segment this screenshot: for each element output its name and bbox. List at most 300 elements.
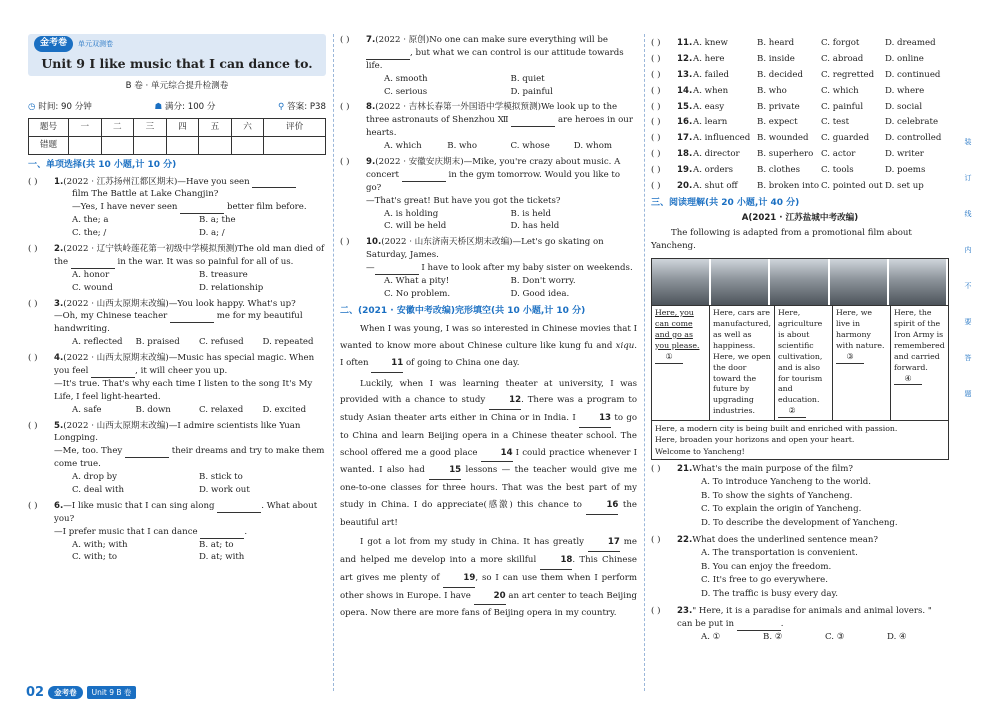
option[interactable]: D. celebrate xyxy=(885,117,939,128)
cloze-blank-20[interactable]: 20 xyxy=(474,588,506,606)
option[interactable]: B. Don't worry. xyxy=(510,276,576,287)
question-23: ( ) 23." Here, it is a paradise for animals and animal lovers. " can be put in . A. ① B. ② C. ③ D. ④ xyxy=(651,605,949,644)
option[interactable]: D. where xyxy=(885,85,925,96)
options xyxy=(340,140,637,153)
option[interactable]: D. To describe the development of Yancheng. xyxy=(701,518,898,529)
cloze-blank-13[interactable]: 13 xyxy=(579,410,611,428)
question-source: (2022 · 安徽安庆期末) xyxy=(375,157,464,168)
question-text: . What about you? xyxy=(54,500,318,524)
option[interactable]: D. ④ xyxy=(887,631,907,642)
wetland-photo xyxy=(830,259,889,305)
option[interactable]: C. refused xyxy=(199,337,244,348)
promo-caption-1: Here, you can come and go as you please. ① xyxy=(652,306,710,420)
options xyxy=(28,336,326,349)
option[interactable]: C. will be held xyxy=(384,221,447,232)
question-number: 20. xyxy=(677,181,693,192)
question-6: ( ) 6.—I like music that I can sing along . What about you? —I prefer music that I can dance . A. with; with B. at; to C. with; to D. at; with xyxy=(28,500,326,564)
option[interactable]: B. clothes xyxy=(757,165,800,176)
question-22 xyxy=(651,534,949,602)
score-table-cell: 一 xyxy=(69,119,102,137)
question-text: —Yes, I have never seen xyxy=(72,202,178,213)
option[interactable]: D. a; / xyxy=(199,228,225,239)
cloze-paragraph-1: When I was young, I was so interested in Chinese movies that I wanted to know more about Chinese culture like kung fu and xiqu. I often 11 of going to China one day. xyxy=(340,321,637,372)
cloze-blank-14[interactable]: 14 xyxy=(481,445,513,463)
option[interactable]: D. controlled xyxy=(885,133,942,144)
option[interactable]: A. influenced xyxy=(693,133,751,144)
option[interactable]: A. the; a xyxy=(72,215,109,226)
option[interactable]: D. social xyxy=(885,101,923,112)
option[interactable]: D. relationship xyxy=(199,282,264,293)
column-left xyxy=(28,34,326,564)
question-source: (2022 · 原创) xyxy=(375,35,430,45)
question-text: —Let's go skating on Saturday, James. xyxy=(366,237,604,261)
option[interactable]: C. regretted xyxy=(821,69,875,80)
cloze-option-row xyxy=(651,85,949,98)
option[interactable]: A. To introduce Yancheng to the world. xyxy=(701,476,871,487)
cap-icon: ☗ xyxy=(154,102,163,113)
question-text: film The Battle at Lake Changjin? xyxy=(72,189,219,200)
question-9 xyxy=(340,156,637,233)
options xyxy=(28,269,326,295)
cloze-blank-15[interactable]: 15 xyxy=(429,462,461,480)
blank-mark-2: ② xyxy=(778,406,806,418)
question-source: (2022 · 山西太原期末改编) xyxy=(63,353,169,364)
score-table-cell: 三 xyxy=(134,119,167,137)
question-source: (2022 · 吉林长春第一外国语中学模拟预测) xyxy=(375,102,541,113)
option[interactable]: C. with; to xyxy=(72,552,118,563)
question-text: —That's great! But have you got the tickets? xyxy=(366,195,561,206)
score-table-header-row xyxy=(29,119,326,137)
option[interactable]: B. wounded xyxy=(757,133,809,144)
option[interactable]: C. wound xyxy=(72,282,113,293)
cloze-option-row xyxy=(651,69,949,82)
answer-paren[interactable]: ( ) xyxy=(28,353,38,364)
question-text: —I like music that I can sing along xyxy=(63,500,215,511)
option[interactable]: D. whom xyxy=(573,141,613,152)
binding-line-notice: 装 订 线 内 不 要 答 题 xyxy=(964,138,972,398)
question-source: (2022 · 山西太原期末改编) xyxy=(63,298,169,309)
question-3 xyxy=(28,298,326,350)
score-table-error-row xyxy=(29,137,326,155)
question-text: —Oh, my Chinese teacher xyxy=(54,311,168,322)
answer-paren[interactable]: ( ) xyxy=(651,38,661,48)
question-text: in the gym tomorrow. Would you like to go? xyxy=(366,169,621,193)
answer-paren[interactable]: ( ) xyxy=(651,53,661,64)
answer-blank[interactable] xyxy=(71,259,115,269)
option[interactable]: B. praised xyxy=(135,337,180,348)
option[interactable]: B. treasure xyxy=(199,269,248,280)
answer-paren[interactable]: ( ) xyxy=(651,605,661,616)
options xyxy=(28,214,326,240)
column-right xyxy=(651,34,949,643)
question-text: No one can make sure everything will be xyxy=(429,35,608,45)
option[interactable]: A. easy xyxy=(693,101,725,112)
question-10 xyxy=(340,236,637,300)
option[interactable]: C. the; / xyxy=(72,228,107,239)
cloze-option-row xyxy=(651,180,949,193)
answer-paren[interactable]: ( ) xyxy=(651,464,661,475)
options xyxy=(28,404,326,417)
question-number: 17. xyxy=(677,133,693,144)
question-2 xyxy=(28,243,326,295)
brand-tag: 单元双测卷 xyxy=(78,39,114,48)
cloze-option-row xyxy=(651,148,949,161)
question-text: " Here, it is a paradise for animals and animal lovers. " can be put in xyxy=(677,605,932,629)
option[interactable]: A. shut off xyxy=(693,181,738,192)
score-table-cell: 二 xyxy=(101,119,134,137)
option[interactable]: A. is holding xyxy=(384,208,439,219)
cloze-option-row xyxy=(651,116,949,129)
option[interactable]: C. test xyxy=(821,117,850,128)
option[interactable]: D. repeated xyxy=(262,337,314,348)
blank-mark-1: ① xyxy=(655,352,683,364)
cloze-option-row xyxy=(651,101,949,114)
answer-paren[interactable]: ( ) xyxy=(340,35,350,45)
promo-caption-3: Here, agriculture is about scientific cultivation, and is also for tourism and education. ② xyxy=(775,306,833,420)
options xyxy=(28,471,326,497)
option[interactable]: C. deal with xyxy=(72,485,125,496)
options xyxy=(28,539,326,565)
question-text: I have to look after my baby sister on weekends. xyxy=(421,263,633,274)
option[interactable]: D. at; with xyxy=(199,552,245,563)
option[interactable]: C. serious xyxy=(384,86,428,97)
option[interactable]: B. who xyxy=(447,141,478,152)
answer-paren[interactable]: ( ) xyxy=(651,69,661,80)
option[interactable]: C. ③ xyxy=(825,631,845,642)
question-text: What does the underlined sentence mean? xyxy=(692,534,878,545)
score-entry-cell[interactable] xyxy=(101,137,134,155)
option[interactable]: B. down xyxy=(135,404,171,415)
option[interactable]: B. expect xyxy=(757,117,798,128)
score-table-cell: 评价 xyxy=(264,119,326,137)
promo-photo-strip xyxy=(652,259,948,305)
option[interactable]: B. at; to xyxy=(199,539,234,550)
question-number: 14. xyxy=(677,85,693,96)
cloze-option-row xyxy=(651,37,949,50)
answer-paren[interactable]: ( ) xyxy=(651,85,661,96)
question-text: —Have you seen xyxy=(177,176,250,187)
cloze-blank-16[interactable]: 16 xyxy=(586,497,618,515)
option[interactable]: A. which xyxy=(384,141,422,152)
unit-title: Unit 9 I like music that I can dance to. xyxy=(41,55,313,71)
question-source: (2022 · 江苏扬州江都区期末) xyxy=(63,176,178,187)
promo-caption-5: Here, the spirit of the Iron Army is remembered and carried forward. ④ xyxy=(891,306,948,420)
question-number: 16. xyxy=(677,117,693,128)
option[interactable]: C. tools xyxy=(821,165,854,176)
answer-blank[interactable] xyxy=(91,368,135,378)
question-source: (2022 · 山东济南天桥区期末改编) xyxy=(381,237,513,248)
cloze-options-list xyxy=(651,37,949,193)
footer-unit-tag: Unit 9 B 卷 xyxy=(87,686,137,699)
option[interactable]: A. orders xyxy=(693,165,734,176)
answer-paren[interactable]: ( ) xyxy=(28,420,38,431)
answer-paren[interactable]: ( ) xyxy=(28,243,38,254)
question-number: 9. xyxy=(366,157,376,168)
factory-photo xyxy=(711,259,770,305)
answer-blank[interactable] xyxy=(375,265,419,275)
option[interactable]: C. No problem. xyxy=(384,288,451,299)
options xyxy=(340,275,637,301)
search-icon: ⚲ xyxy=(278,102,285,113)
brand-row xyxy=(34,36,320,52)
option[interactable]: A. when xyxy=(693,85,729,96)
promo-footer-line: Here, a modern city is being built and enriched with passion. xyxy=(655,424,898,434)
cloze-paragraph-2: Luckily, when I was learning theater at university, I was provided with a chance to study 12. There was a program to study Asian theater arts either in China or in India. I 13 to go to China and learn Beijing opera in a Chinese theater school. The school offered me a good place 14 I could practice whenever I wanted. I also had 15 lessons — the teacher would give me one-to-one classes for three hours. That was the best part of my study in China. I do appreciate(感激) this chance to 16 the beautiful art! xyxy=(340,378,637,528)
option[interactable]: B. You can enjoy the freedom. xyxy=(701,561,832,572)
question-text: —Me, too. They xyxy=(54,446,123,457)
question-text: , but what we can control is our attitude towards life. xyxy=(366,47,624,71)
option[interactable]: B. broken into xyxy=(757,181,820,192)
option[interactable]: B. To show the sights of Yancheng. xyxy=(701,490,853,501)
paper-subtitle: B 卷 · 单元综合提升检测卷 xyxy=(125,81,229,92)
promo-poster xyxy=(651,258,949,460)
option[interactable]: D. set up xyxy=(885,181,924,192)
option[interactable]: B. decided xyxy=(757,69,804,80)
option[interactable]: B. is held xyxy=(510,208,552,219)
option[interactable]: B. who xyxy=(757,85,787,96)
answer-paren[interactable]: ( ) xyxy=(28,298,38,309)
question-text: — xyxy=(366,263,375,274)
time-info: ◷ 时间: 90 分钟 xyxy=(28,102,92,113)
question-4 xyxy=(28,352,326,416)
option[interactable]: D. dreamed xyxy=(885,38,936,48)
answer-blank[interactable] xyxy=(217,503,261,513)
section-title-1: 一、单项选择(共 10 小题,计 10 分) xyxy=(28,160,177,171)
option[interactable]: C. guarded xyxy=(821,133,870,144)
option[interactable]: A. safe xyxy=(72,404,102,415)
exam-meta xyxy=(28,101,326,114)
cloze-blank-17[interactable]: 17 xyxy=(588,534,620,552)
reading-a-title: A(2021 · 江苏盐城中考改编) xyxy=(741,213,859,224)
question-number: 13. xyxy=(677,69,693,80)
answer-blank[interactable] xyxy=(200,529,244,539)
answer-blank[interactable] xyxy=(170,313,214,323)
question-text: —It's true. That's why each time I listen to the song It's My Life, I feel light-hearted. xyxy=(54,378,313,402)
option[interactable]: B. ② xyxy=(763,631,783,642)
question-text: —Music has special magic. When you feel xyxy=(54,353,315,376)
question-number: 6. xyxy=(54,500,64,511)
score-table-cell: 错题 xyxy=(29,137,69,155)
option[interactable]: C. relaxed xyxy=(199,404,244,415)
question-number: 19. xyxy=(677,165,693,176)
memorial-photo xyxy=(889,259,948,305)
question-text: The old man died of the xyxy=(54,243,325,267)
question-number: 2. xyxy=(54,243,64,254)
question-5 xyxy=(28,420,326,497)
option[interactable]: A. knew xyxy=(693,38,728,48)
option[interactable]: A. with; with xyxy=(72,539,128,550)
answer-paren[interactable]: ( ) xyxy=(651,133,661,144)
option[interactable]: B. stick to xyxy=(199,472,243,483)
promo-caption-4: Here, we live in harmony with nature. ③ xyxy=(833,306,891,420)
city-photo xyxy=(652,259,711,305)
question-text: better film before. xyxy=(226,202,307,213)
option[interactable]: D. work out xyxy=(199,485,250,496)
question-source: (2022 · 辽宁铁岭莲花第一初级中学模拟预测) xyxy=(63,243,238,254)
score-table-cell: 五 xyxy=(199,119,232,137)
question-8 xyxy=(340,101,637,153)
page-number: 02 xyxy=(26,685,45,700)
option[interactable]: A. director xyxy=(693,149,740,160)
question-text: in the war. It was so painful for all of us. xyxy=(117,256,294,267)
option[interactable]: C. pointed out xyxy=(821,181,883,192)
question-text: , it will cheer you up. xyxy=(135,366,228,376)
answer-paren[interactable]: ( ) xyxy=(651,181,661,192)
answer-blank[interactable] xyxy=(511,117,555,127)
answer-paren[interactable]: ( ) xyxy=(651,149,661,160)
cloze-blank-11[interactable]: 11 xyxy=(371,355,403,373)
question-number: 3. xyxy=(54,298,64,309)
option[interactable]: C. actor xyxy=(821,149,856,160)
question-number: 23. xyxy=(677,605,693,616)
question-text: —I admire scientists like Yuan Longping. xyxy=(54,420,301,444)
option[interactable]: B. quiet xyxy=(510,73,545,84)
cloze-option-row xyxy=(651,132,949,145)
answer-paren[interactable]: ( ) xyxy=(340,157,350,168)
answer-paren[interactable]: ( ) xyxy=(340,237,350,248)
option[interactable]: A. ① xyxy=(701,631,721,642)
question-number: 21. xyxy=(677,464,693,475)
page-footer xyxy=(26,683,136,703)
answer-paren[interactable]: ( ) xyxy=(28,500,38,511)
answer-info: ⚲ 答案: P38 xyxy=(278,102,326,113)
options xyxy=(340,73,637,99)
question-1 xyxy=(28,176,326,240)
question-7 xyxy=(340,34,637,98)
score-entry-cell[interactable] xyxy=(231,137,264,155)
option[interactable]: A. reflected xyxy=(72,337,123,348)
option[interactable]: C. abroad xyxy=(821,53,864,64)
answer-blank[interactable] xyxy=(180,204,224,214)
score-info: ☗ 满分: 100 分 xyxy=(154,102,216,113)
score-table-cell: 四 xyxy=(166,119,199,137)
option[interactable]: C. painful xyxy=(821,101,864,112)
option[interactable]: B. superhero xyxy=(757,149,814,160)
question-text: What's the main purpose of the film? xyxy=(692,464,853,475)
score-table-cell: 题号 xyxy=(29,119,69,137)
question-source: (2022 · 山西太原期末改编) xyxy=(63,420,169,431)
answer-blank[interactable] xyxy=(737,621,781,631)
question-text: me for my beautiful handwriting. xyxy=(54,311,303,335)
promo-footer-line: Here, broaden your horizons and open your heart. xyxy=(655,435,855,445)
question-number: 11. xyxy=(677,38,693,48)
answer-paren[interactable]: ( ) xyxy=(651,165,661,176)
option[interactable]: D. has held xyxy=(510,221,560,232)
option[interactable]: D. The traffic is busy every day. xyxy=(701,589,838,600)
cloze-blank-18[interactable]: 18 xyxy=(540,552,572,570)
option[interactable]: D. excited xyxy=(262,404,307,415)
answer-blank[interactable] xyxy=(366,50,410,60)
option[interactable]: B. a; the xyxy=(199,215,236,226)
option[interactable]: B. private xyxy=(757,101,800,112)
section-title-3: 三、阅读理解(共 20 小题,计 40 分) xyxy=(651,197,800,208)
option[interactable]: B. inside xyxy=(757,53,795,64)
cloze-blank-12[interactable]: 12 xyxy=(489,392,521,410)
option[interactable]: A. learn xyxy=(693,117,728,128)
answer-paren[interactable]: ( ) xyxy=(651,117,661,128)
option[interactable]: C. To explain the origin of Yancheng. xyxy=(701,504,862,515)
answer-paren[interactable]: ( ) xyxy=(651,101,661,112)
question-text: —I prefer music that I can dance xyxy=(54,526,198,537)
option[interactable]: D. continued xyxy=(885,69,941,80)
question-text: their dreams and try to make them come true. xyxy=(54,446,325,470)
cloze-blank-19[interactable]: 19 xyxy=(443,570,475,588)
answer-blank[interactable] xyxy=(252,178,296,188)
option[interactable]: C. which xyxy=(821,85,859,96)
clock-icon: ◷ xyxy=(28,102,36,113)
cloze-option-row xyxy=(651,53,949,66)
answer-paren[interactable]: ( ) xyxy=(651,534,661,545)
question-text: We look up to the three astronauts of Shenzhou Ⅻ xyxy=(366,102,618,126)
score-entry-cell[interactable] xyxy=(264,137,326,155)
option[interactable]: A. The transportation is convenient. xyxy=(701,547,858,558)
brand-logo: 金考卷 xyxy=(34,36,73,52)
option[interactable]: C. whose xyxy=(510,141,550,152)
option[interactable]: D. poems xyxy=(885,165,926,176)
footer-logo: 金考卷 xyxy=(48,686,83,699)
score-entry-cell[interactable] xyxy=(69,137,102,155)
score-entry-cell[interactable] xyxy=(199,137,232,155)
question-text: —You look happy. What's up? xyxy=(168,298,296,309)
question-number: 18. xyxy=(677,149,693,160)
question-text: —Mike, you're crazy about music. A concert xyxy=(366,157,621,180)
option[interactable]: A. here xyxy=(693,53,725,64)
column-middle xyxy=(340,34,637,622)
question-number: 7. xyxy=(366,35,376,45)
options xyxy=(340,208,637,234)
option[interactable]: D. online xyxy=(885,53,924,64)
question-number: 4. xyxy=(54,353,64,364)
score-entry-cell[interactable] xyxy=(134,137,167,155)
option[interactable]: A. What a pity! xyxy=(384,276,450,287)
promo-captions xyxy=(652,305,948,420)
section-title-2: 二、(2021 · 安徽中考改编)完形填空(共 10 小题,计 10 分) xyxy=(340,305,586,316)
answer-paren[interactable]: ( ) xyxy=(340,102,350,113)
question-21 xyxy=(651,463,949,531)
option[interactable]: A. honor xyxy=(72,269,110,280)
option[interactable]: C. It's free to go everywhere. xyxy=(701,575,828,586)
options xyxy=(651,631,949,644)
question-number: 12. xyxy=(677,53,693,64)
answer-blank[interactable] xyxy=(402,172,446,182)
blank-mark-4: ④ xyxy=(894,374,922,386)
cloze-paragraph-3: I got a lot from my study in China. It has greatly 17 me and helped me develop into a more skillful 18. This Chinese art gives me plenty of 19, so I can use them when I perform other shows in Europe. I have 20 an art center to teach Beijing opera. Now there are more fans of Beijing opera in my country. xyxy=(340,534,637,622)
score-table-cell: 六 xyxy=(231,119,264,137)
question-number: 8. xyxy=(366,102,376,113)
question-number: 22. xyxy=(677,534,693,545)
question-number: 15. xyxy=(677,101,693,112)
option[interactable]: D. writer xyxy=(885,149,924,160)
score-entry-cell[interactable] xyxy=(166,137,199,155)
option[interactable]: A. smooth xyxy=(384,73,428,84)
question-text: are heroes in our hearts. xyxy=(366,115,633,139)
question-number: 5. xyxy=(54,420,64,431)
answer-blank[interactable] xyxy=(125,448,169,458)
option[interactable]: A. failed xyxy=(693,69,730,80)
blank-mark-3: ③ xyxy=(836,352,864,364)
option[interactable]: C. forgot xyxy=(821,38,860,48)
question-number: 1. xyxy=(54,176,64,187)
promo-caption-2: Here, cars are manufactured, as well as happiness. Here, we open the door toward the future by upgrading industries. xyxy=(710,306,775,420)
option[interactable]: D. Good idea. xyxy=(510,288,570,299)
answer-paren[interactable]: ( ) xyxy=(28,176,38,187)
unit-header xyxy=(28,34,326,76)
option[interactable]: B. heard xyxy=(757,38,795,48)
option[interactable]: A. drop by xyxy=(72,472,118,483)
reading-a-intro: The following is adapted from a promotional film about Yancheng. xyxy=(651,228,912,252)
promo-footer-line: Welcome to Yancheng! xyxy=(655,446,745,456)
option[interactable]: D. painful xyxy=(510,86,553,97)
